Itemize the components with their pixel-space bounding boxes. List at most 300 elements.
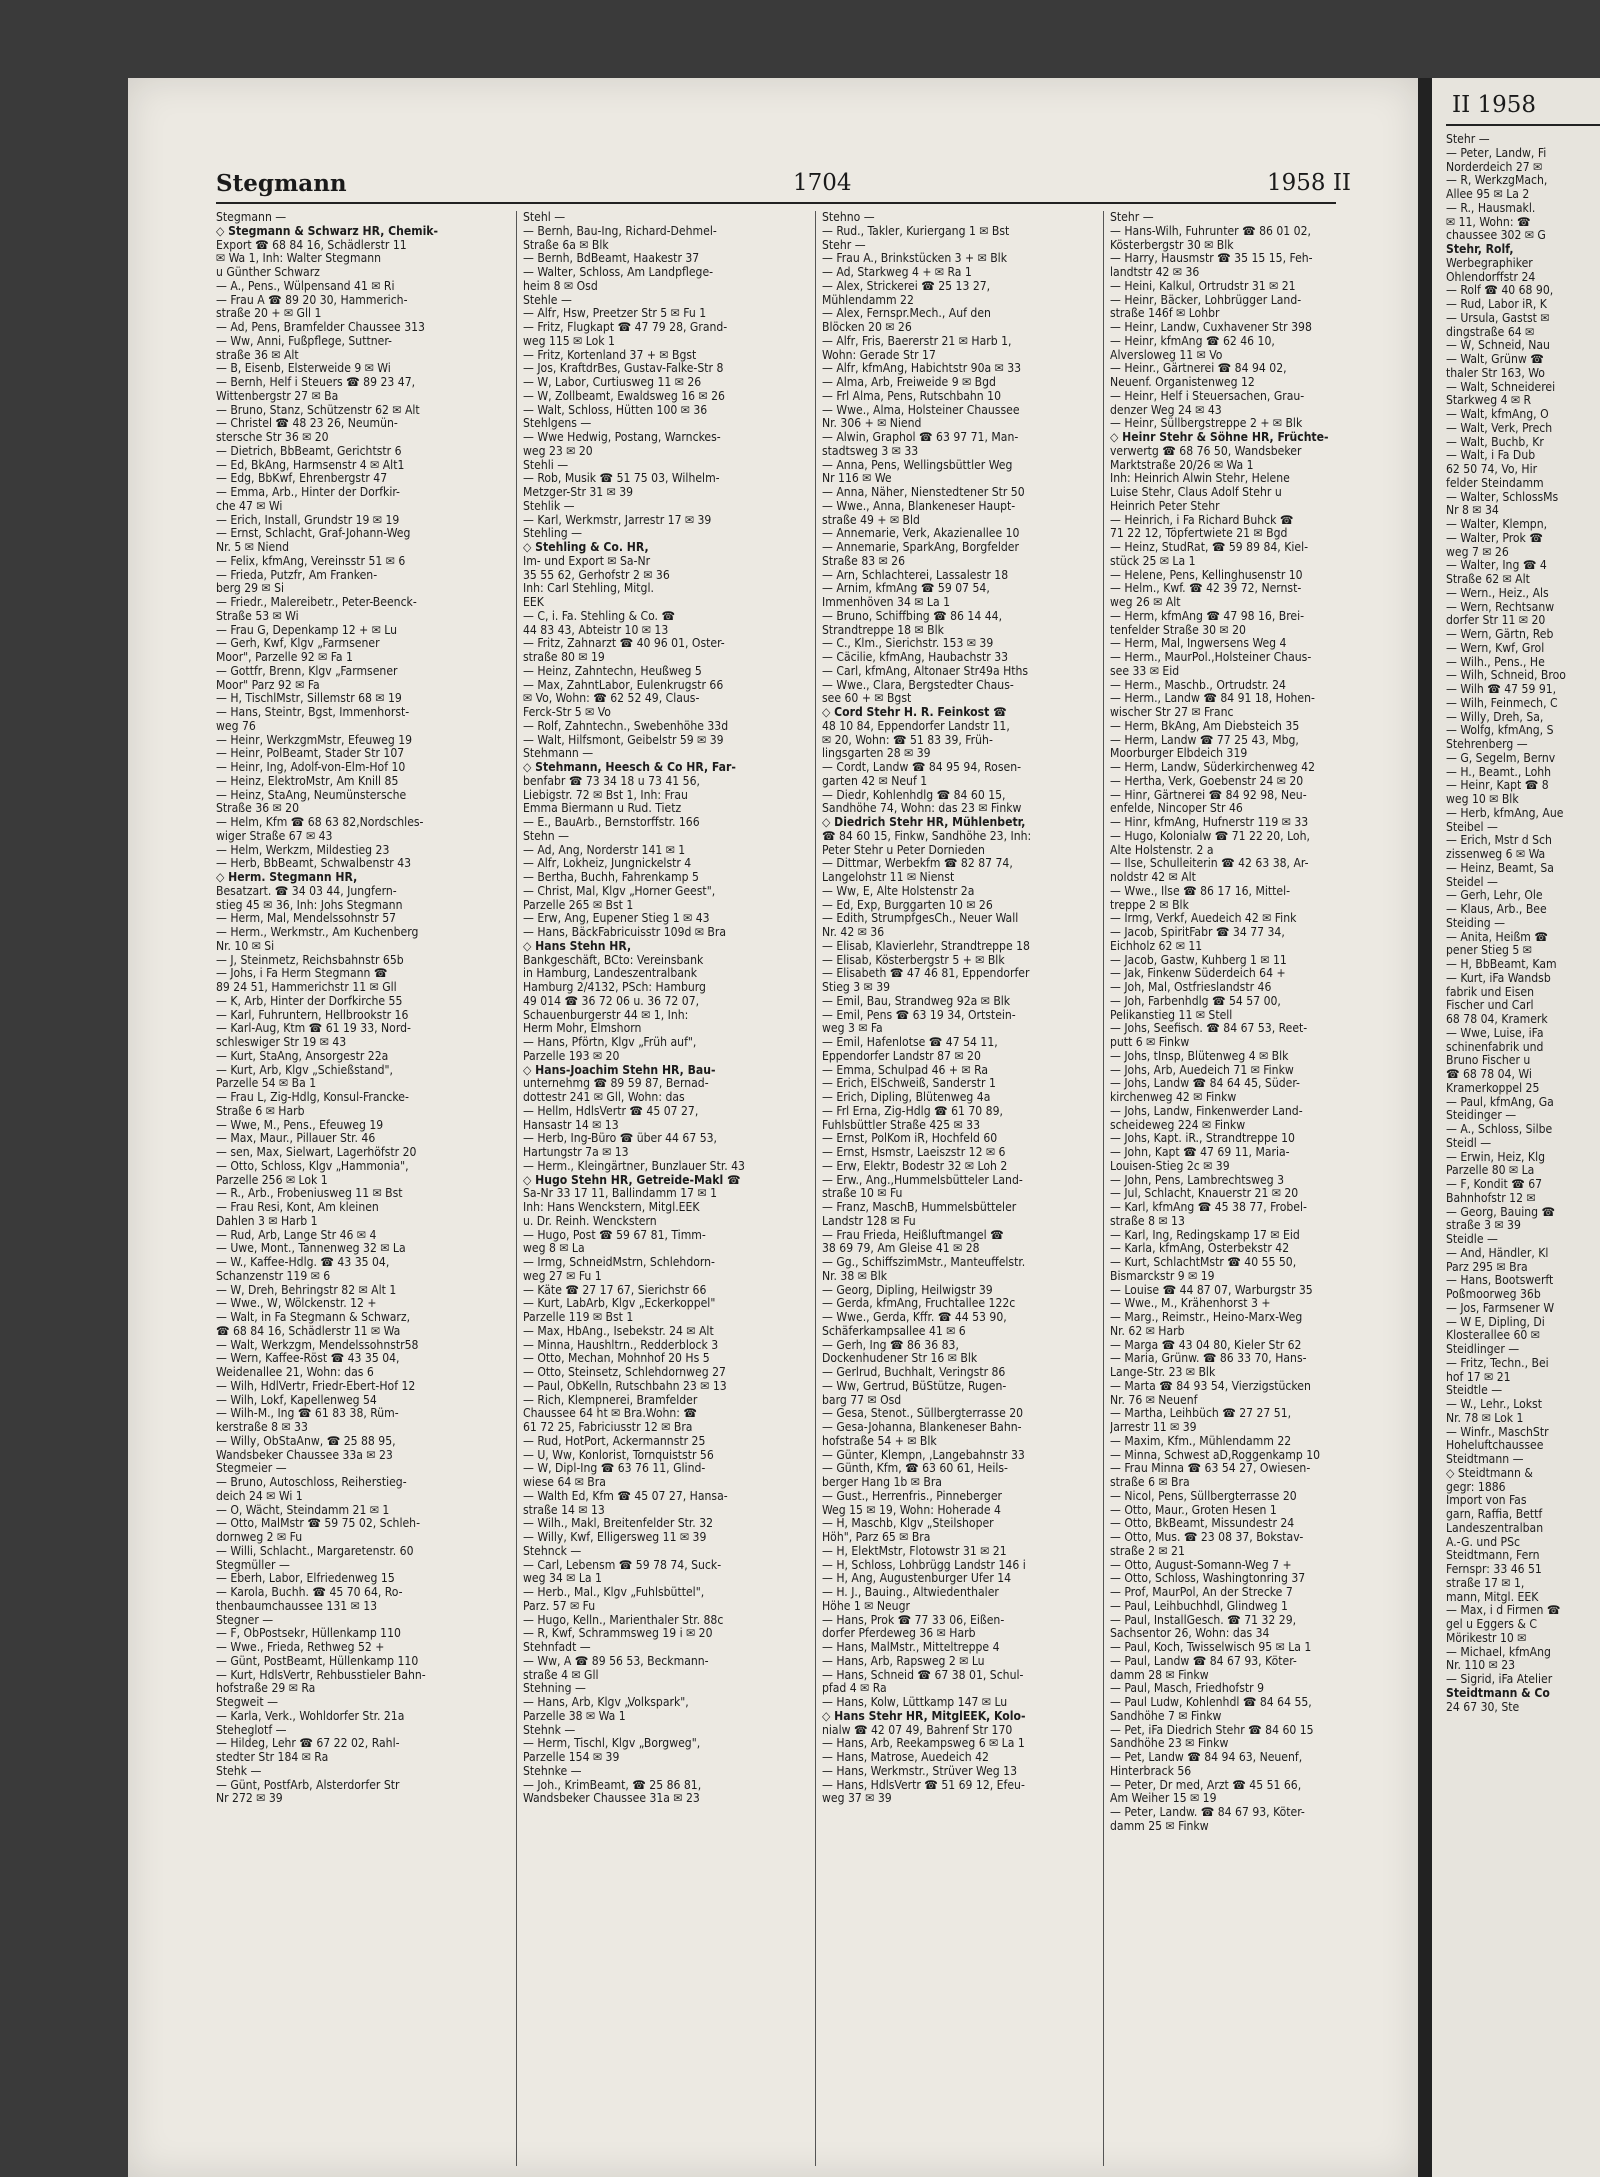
directory-entry-line: — W, Labor, Curtiusweg 11 ✉ 26 [523, 376, 702, 389]
directory-entry-line: — Rud, Arb, Lange Str 46 ✉ 4 [216, 1228, 377, 1242]
directory-entry-line: — G, Segelm, Bernv [1446, 751, 1556, 765]
directory-entry-line: — Ad, Ang, Norderstr 141 ✉ 1 [523, 843, 686, 857]
directory-entry-line: dorfer Pferdeweg 36 ✉ Harb [822, 1627, 976, 1641]
directory-entry-line: — Carl, kfmAng, Altonaer Str49a Hths [822, 664, 1029, 678]
next-page-header-rule [1446, 124, 1600, 126]
directory-entry-line: Steiding — [1446, 916, 1505, 930]
directory-entry-line: — Erw., Ang.,Hummelsbütteler Land- [822, 1173, 1023, 1187]
directory-entry-line: Stegner — [216, 1613, 274, 1627]
directory-entry-line: Steidlinger — [1446, 1343, 1520, 1356]
directory-entry-line: — W, Dipl-Ing ☎ 63 76 11, Glind- [523, 1462, 706, 1476]
directory-entry-line: — Heinr, Ing, Adolf-von-Elm-Hof 10 [216, 761, 406, 774]
directory-entry-line: — Wwe., Anna, Blankeneser Haupt- [822, 499, 1016, 513]
directory-entry-line: — Anita, Heißm ☎ [1446, 930, 1548, 944]
directory-entry-line: Moorburger Elbdeich 319 [1110, 747, 1248, 761]
directory-entry-line: — Alfr, Lokheiz, Jungnickelstr 4 [523, 857, 692, 871]
directory-entry-line: — Max, HbAng., Isebekstr. 24 ✉ Alt [523, 1324, 714, 1338]
directory-entry-line: Stehli — [523, 458, 569, 472]
directory-entry-line: zissenweg 6 ✉ Wa [1446, 848, 1546, 861]
directory-entry-line: — Jak, Finkenw Süderdeich 64 + [1110, 967, 1286, 981]
directory-entry-line: treppe 2 ✉ Blk [1110, 898, 1189, 912]
directory-entry-line: weg 7 ✉ 26 [1446, 545, 1509, 559]
directory-entry-line: garn, Raffia, Bettf [1446, 1508, 1543, 1521]
directory-entry-line: — Wwe Hedwig, Postang, Warnckes- [523, 431, 721, 444]
directory-entry-line: — Gust., Herrenfris., Pinneberger [822, 1489, 1003, 1503]
directory-entry-line: — Käte ☎ 27 17 67, Sierichstr 66 [523, 1283, 707, 1297]
directory-entry-line: — Bernh, Bau-Ing, Richard-Dehmel- [523, 224, 717, 238]
directory-entry-line: — H, TischlMstr, Sillemstr 68 ✉ 19 [216, 692, 402, 706]
directory-entry-line: Sa-Nr 33 17 11, Ballindamm 17 ✉ 1 [523, 1187, 718, 1201]
directory-entry-line: — Wern, Rechtsanw [1446, 600, 1555, 614]
directory-entry-line: — Heinr, kfmAng ☎ 62 46 10, [1110, 334, 1275, 348]
directory-entry-line: — Wwe., Gerda, Kffr. ☎ 44 53 90, [822, 1311, 1007, 1324]
directory-entry-line: — Wilh., Pens., He [1446, 655, 1545, 669]
directory-entry-line: — Paul, kfmAng, Ga [1446, 1095, 1554, 1109]
directory-entry-line: — Heinz, Beamt, Sa [1446, 861, 1554, 875]
directory-entry-line: Bruno Fischer u [1446, 1054, 1531, 1068]
directory-entry-line: ◇ Stehmann, Heesch & Co HR, Far- [523, 761, 736, 774]
directory-entry-line: — Walth Ed, Kfm ☎ 45 07 27, Hansa- [523, 1489, 728, 1503]
directory-entry-line: — Heinz, ElektroMstr, Am Knill 85 [216, 774, 399, 788]
directory-entry-line: — Kurt, SchlachtMstr ☎ 40 55 50, [1110, 1256, 1297, 1269]
directory-entry-line: Neuenf. Organistenweg 12 [1110, 376, 1255, 389]
directory-entry-line: Schauenburgerstr 44 ✉ 1, Inh: [523, 1008, 689, 1022]
directory-entry-line: — C, i. Fa. Stehling & Co. ☎ [523, 609, 676, 623]
directory-entry-line: Stehnfadt — [523, 1641, 591, 1654]
directory-entry-line: — Johs, Landw ☎ 84 64 45, Süder- [1110, 1077, 1300, 1091]
column-divider [1103, 211, 1104, 2166]
directory-entry-line: — Helm, Werkzm, Mildestieg 23 [216, 843, 390, 857]
directory-entry-line: — Elisabeth ☎ 47 46 81, Eppendorfer [822, 967, 1030, 981]
directory-entry-line: — Frau Minna ☎ 63 54 27, Owiesen- [1110, 1462, 1311, 1476]
directory-entry-line: Allee 95 ✉ La 2 [1446, 188, 1530, 201]
directory-entry-line: Schäferkampsallee 41 ✉ 6 [822, 1324, 966, 1338]
directory-entry-line: — Wwe., Frieda, Rethweg 52 + [216, 1641, 385, 1654]
directory-entry-line: — Annemarie, SparkAng, Borgfelder [822, 541, 1019, 554]
directory-entry-line: Sandhöhe 74, Wohn: das 23 ✉ Finkw [822, 802, 1022, 816]
directory-entry-line: — Joh, Farbenhdlg ☎ 54 57 00, [1110, 994, 1281, 1008]
directory-entry-line: weg 26 ✉ Alt [1110, 596, 1181, 609]
directory-entry-line: — Günt, PostBeamt, Hüllenkamp 110 [216, 1654, 419, 1668]
page-header-name: Stegmann [216, 170, 347, 197]
directory-entry-line: Peter Stehr u Peter Dornieden [822, 843, 985, 857]
directory-entry-line: tenfelder Straße 30 ✉ 20 [1110, 623, 1246, 637]
directory-entry-line: stedter Str 184 ✉ Ra [216, 1751, 329, 1764]
directory-entry-line: — Johs, Arb, Auedeich 71 ✉ Finkw [1110, 1063, 1294, 1077]
directory-entry-line: — Hans, Steintr, Bgst, Immenhorst- [216, 706, 410, 719]
directory-entry-line: — Bernh, BdBeamt, Haakestr 37 [523, 252, 700, 266]
directory-entry-line: — H, BbBeamt, Kam [1446, 958, 1557, 971]
directory-entry-line: Parz 295 ✉ Bra [1446, 1260, 1528, 1274]
directory-entry-line: Starkweg 4 ✉ R [1446, 394, 1532, 408]
directory-entry-line: — Ernst, Hsmstr, Laeiszstr 12 ✉ 6 [822, 1146, 1006, 1159]
directory-entry-line: — Hans-Wilh, Fuhrunter ☎ 86 01 02, [1110, 224, 1311, 238]
directory-entry-line: — Herm, Landw, Süderkirchenweg 42 [1110, 761, 1316, 774]
directory-entry-line: Parzelle 80 ✉ La [1446, 1164, 1535, 1178]
directory-entry-line: — Annemarie, Verk, Akazienallee 10 [822, 527, 1020, 541]
directory-entry-line: — Karla, Verk., Wohldorfer Str. 21a [216, 1709, 405, 1723]
directory-entry-line: — Walter, SchlossMs [1446, 490, 1559, 504]
directory-entry-line: — Alwin, Graphol ☎ 63 97 71, Man- [822, 431, 1019, 444]
directory-entry-line: Straße 36 ✉ 20 [216, 802, 300, 816]
directory-entry-line: denzer Weg 24 ✉ 43 [1110, 403, 1222, 417]
directory-entry-line: Hoheluftchaussee [1446, 1439, 1544, 1453]
directory-entry-line: dottestr 241 ✉ Gll, Wohn: das [523, 1091, 685, 1104]
book-gutter [1418, 78, 1432, 2177]
directory-entry-line: weg 37 ✉ 39 [822, 1792, 892, 1806]
directory-entry-line: ◇ Heinr Stehr & Söhne HR, Früchte- [1110, 431, 1329, 444]
directory-entry-line: — Hans, Bootswerft [1446, 1274, 1554, 1288]
directory-entry-line: Stegmeier — [216, 1462, 287, 1476]
directory-entry-line: — Erich, Install, Grundstr 19 ✉ 19 [216, 513, 400, 527]
directory-entry-line: Stehmann — [523, 747, 594, 761]
directory-entry-line: thenbaumchaussee 131 ✉ 13 [216, 1599, 378, 1613]
directory-entry-line: — Arnim, kfmAng ☎ 59 07 54, [822, 582, 990, 596]
directory-entry-line: ◇ Stehling & Co. HR, [523, 541, 649, 554]
directory-entry-line: — Karla, kfmAng, Osterbekstr 42 [1110, 1242, 1290, 1256]
directory-entry-line: Wittenbergstr 27 ✉ Ba [216, 389, 339, 403]
directory-entry-line: Alversloweg 11 ✉ Vo [1110, 348, 1223, 362]
directory-entry-line: dorfer Str 11 ✉ 20 [1446, 614, 1546, 628]
directory-entry-line: — Wwe., W, Wölckenstr. 12 + [216, 1297, 377, 1311]
directory-entry-line: Marktstraße 20/26 ✉ Wa 1 [1110, 458, 1254, 472]
directory-entry-line: Sandhöhe 7 ✉ Finkw [1110, 1709, 1222, 1723]
page-number: 1704 [793, 170, 852, 196]
directory-entry-line: Steidtmann — [1446, 1453, 1524, 1466]
directory-entry-line: — Erich, ElSchweiß, Sanderstr 1 [822, 1077, 996, 1091]
directory-entry-line: — And, Händler, Kl [1446, 1246, 1549, 1260]
directory-entry-line: Steidel — [1446, 875, 1498, 889]
directory-entry-line: — Peter, Landw, Fi [1446, 146, 1547, 160]
directory-entry-line: — Walt, kfmAng, O [1446, 408, 1549, 421]
directory-entry-line: see 33 ✉ Eid [1110, 664, 1180, 678]
directory-entry-line: — Cäcilie, kfmAng, Haubachstr 33 [822, 651, 1009, 664]
directory-entry-line: — Frau L, Zig-Hdlg, Konsul-Francke- [216, 1091, 409, 1104]
directory-entry-line: — Sigrid, iFa Atelier [1446, 1673, 1553, 1686]
directory-entry-line: Parzelle 154 ✉ 39 [523, 1751, 620, 1764]
directory-entry-line: Hartungstr 7a ✉ 13 [523, 1146, 629, 1159]
directory-entry-line: Liebigstr. 72 ✉ Bst 1, Inh: Frau [523, 788, 688, 802]
directory-entry-line: straße 6 ✉ Bra [1110, 1476, 1190, 1489]
directory-entry-line: Steidtmann, Fern [1446, 1549, 1540, 1563]
directory-entry-line: Kösterbergstr 30 ✉ Blk [1110, 238, 1234, 252]
next-page-column [1446, 133, 1600, 2163]
directory-entry-line: 61 72 25, Fabriciusstr 12 ✉ Bra [523, 1421, 693, 1434]
directory-entry-line: — Herm., Kleingärtner, Bunzlauer Str. 43 [523, 1159, 745, 1173]
directory-entry-line: weg 10 ✉ Blk [1446, 793, 1519, 806]
directory-entry-line: — Ww, A ☎ 89 56 53, Beckmann- [523, 1654, 709, 1668]
directory-entry-line: — Diedr, Kohlenhdlg ☎ 84 60 15, [822, 788, 1006, 802]
directory-entry-line: Kramerkoppel 25 [1446, 1081, 1540, 1095]
directory-entry-line: — Hugo, Post ☎ 59 67 81, Timm- [523, 1228, 706, 1242]
directory-entry-line: Import von Fas [1446, 1494, 1527, 1508]
directory-entry-line: — Willy, Dreh, Sa, [1446, 710, 1544, 724]
directory-entry-line: heim 8 ✉ Osd [523, 279, 598, 293]
directory-entry-line: — Hans, BäckFabricuisstr 109d ✉ Bra [523, 926, 727, 939]
directory-entry-line: Moor" Parz 92 ✉ Fa [216, 678, 320, 692]
directory-entry-line: Nr. 62 ✉ Harb [1110, 1324, 1185, 1338]
directory-entry-line: Dahlen 3 ✉ Harb 1 [216, 1214, 318, 1228]
directory-entry-line: — E., BauArb., Bernstorffstr. 166 [523, 816, 700, 829]
directory-entry-line: — Hans, Kolw, Lüttkamp 147 ✉ Lu [822, 1696, 1008, 1709]
directory-entry-line: weg 115 ✉ Lok 1 [523, 334, 615, 348]
directory-entry-line: Herm Mohr, Elmshorn [523, 1022, 642, 1036]
directory-entry-line: — Georg, Bauing ☎ [1446, 1205, 1556, 1219]
directory-entry-line: damm 28 ✉ Finkw [1110, 1668, 1209, 1682]
directory-entry-line: stieg 45 ✉ 36, Inh: Johs Stegmann [216, 898, 403, 912]
directory-entry-line: — Paul, ObKelln, Rutschbahn 23 ✉ 13 [523, 1379, 727, 1393]
directory-entry-line: — Helm, Kfm ☎ 68 63 82,Nordschles- [216, 816, 424, 829]
directory-entry-line: — Wilh, Lokf, Kapellenweg 54 [216, 1393, 377, 1407]
next-page-edge [1432, 78, 1600, 2177]
directory-entry-line: Heinrich Peter Stehr [1110, 499, 1220, 513]
directory-entry-line: — Johs, tInsp, Blütenweg 4 ✉ Blk [1110, 1049, 1289, 1063]
directory-entry-line: — Herb., Mal., Klgv „Fuhlsbüttel", [523, 1586, 705, 1599]
directory-entry-line: — Heinrich, i Fa Richard Buhck ☎ [1110, 513, 1294, 527]
next-page-header: II 1958 [1452, 92, 1537, 118]
directory-entry-line: — Walt, Buchb, Kr [1446, 435, 1544, 449]
directory-entry-line: schinenfabrik und [1446, 1040, 1544, 1054]
directory-entry-line: ☎ 68 78 04, Wi [1446, 1068, 1532, 1081]
directory-entry-line: Parzelle 119 ✉ Bst 1 [523, 1311, 634, 1324]
directory-entry-line: Hinterbrack 56 [1110, 1764, 1192, 1778]
directory-entry-line: Parzelle 38 ✉ Wa 1 [523, 1709, 626, 1723]
directory-entry-line: — A., Pens., Wülpensand 41 ✉ Ri [216, 279, 395, 293]
directory-entry-line: — Emma, Schulpad 46 + ✉ Ra [822, 1063, 989, 1077]
directory-entry-line: che 47 ✉ Wi [216, 499, 283, 513]
directory-entry-line: stück 25 ✉ La 1 [1110, 554, 1196, 568]
directory-entry-line: — Christel ☎ 48 23 26, Neumün- [216, 417, 398, 431]
directory-entry-line: — Walt, Schloss, Hütten 100 ✉ 36 [523, 403, 708, 417]
directory-entry-line: — H. J., Bauing., Altwiedenthaler [822, 1586, 999, 1599]
directory-entry-line: straße 20 + ✉ Gll 1 [216, 307, 322, 321]
directory-entry-line: Stehrenberg — [1446, 738, 1528, 751]
directory-entry-line: — Wilh., Makl, Breitenfelder Str. 32 [523, 1517, 714, 1531]
directory-entry-line: schleswiger Str 19 ✉ 43 [216, 1036, 347, 1049]
directory-entry-line: — Georg, Dipling, Heilwigstr 39 [822, 1283, 993, 1297]
directory-entry-line: — Maxim, Kfm., Mühlendamm 22 [1110, 1434, 1292, 1448]
directory-entry-line: berg 29 ✉ Si [216, 582, 285, 596]
directory-entry-line: Nr. 306 + ✉ Niend [822, 417, 922, 431]
directory-entry-line: — H, Schloss, Lohbrügg Landstr 146 i [822, 1558, 1026, 1572]
directory-entry-line: Stehno — [822, 211, 875, 224]
directory-entry-line: — Paul, Koch, Twisselwisch 95 ✉ La 1 [1110, 1641, 1312, 1654]
directory-entry-line: — Karl, Fuhruntern, Hellbrookstr 16 [216, 1008, 409, 1022]
directory-entry-line: — Jacob, Gastw, Kuhberg 1 ✉ 11 [1110, 953, 1287, 967]
directory-entry-line: pfad 4 ✉ Ra [822, 1682, 887, 1696]
directory-entry-line: Steidl — [1446, 1136, 1492, 1150]
directory-entry-line: weg 76 [216, 719, 256, 733]
directory-entry-line: dingstraße 64 ✉ [1446, 325, 1535, 339]
directory-entry-line: 68 78 04, Kramerk [1446, 1013, 1548, 1026]
directory-entry-line: — Erich, Dipling, Blütenweg 4a [822, 1091, 991, 1104]
directory-entry-line: — Rud, Labor iR, K [1446, 298, 1547, 311]
directory-entry-line: — Ernst, PolKom iR, Hochfeld 60 [822, 1132, 998, 1146]
directory-entry-line: Fischer und Carl [1446, 999, 1534, 1013]
directory-entry-line: Mühlendamm 22 [822, 293, 914, 307]
directory-entry-line: Höh", Parz 65 ✉ Bra [822, 1531, 931, 1544]
directory-entry-line: — Frau G, Depenkamp 12 + ✉ Lu [216, 623, 398, 637]
directory-entry-line: — Uwe, Mont., Tannenweg 32 ✉ La [216, 1242, 406, 1256]
directory-entry-line: Stehr — [822, 238, 866, 252]
directory-entry-line: ☎ 84 60 15, Finkw, Sandhöhe 23, Inh: [822, 829, 1032, 843]
directory-entry-line: noldstr 42 ✉ Alt [1110, 871, 1196, 884]
directory-entry-line: — Fritz, Flugkapt ☎ 47 79 28, Grand- [523, 321, 728, 334]
directory-entry-line: Stehk — [216, 1764, 262, 1778]
directory-entry-line: — Walt, Verk, Prech [1446, 421, 1553, 435]
directory-entry-line: ◇ Cord Stehr H. R. Feinkost ☎ [822, 706, 1007, 719]
directory-entry-line: — H, Maschb, Klgv „Steilshoper [822, 1517, 994, 1531]
directory-entry-line: 71 22 12, Töpfertwiete 21 ✉ Bgd [1110, 527, 1288, 541]
directory-entry-line: mann, Mitgl. EEK [1446, 1590, 1539, 1604]
directory-entry-line: — Wilh, Feinmech, C [1446, 696, 1558, 710]
directory-entry-line: — Walter, Prok ☎ [1446, 531, 1543, 545]
directory-entry-line: weg 23 ✉ 20 [523, 444, 593, 458]
directory-entry-line: — Wwe., Clara, Bergstedter Chaus- [822, 678, 1014, 692]
directory-entry-line: Stieg 3 ✉ 39 [822, 981, 891, 994]
directory-entry-line: — Wwe., Ilse ☎ 86 17 16, Mittel- [1110, 884, 1291, 898]
directory-entry-line: — Helene, Pens, Kellinghusenstr 10 [1110, 568, 1303, 582]
directory-entry-line: ◇ Hans-Joachim Stehn HR, Bau- [523, 1063, 716, 1077]
directory-entry-line: weg 3 ✉ Fa [822, 1022, 883, 1036]
directory-entry-line: Inh: Hans Wenckstern, Mitgl.EEK [523, 1201, 700, 1214]
directory-entry-line: straße 10 ✉ Fu [822, 1187, 903, 1201]
directory-entry-line: Eichholz 62 ✉ 11 [1110, 939, 1203, 953]
directory-entry-line: — Nicol, Pens, Süllbergterrasse 20 [1110, 1489, 1297, 1503]
directory-entry-line: straße 146f ✉ Lohbr [1110, 307, 1220, 321]
directory-entry-line: fabrik und Eisen [1446, 985, 1534, 999]
directory-entry-line: — Elisab, Kösterbergstr 5 + ✉ Blk [822, 953, 1005, 967]
directory-entry-line: — Joh, Mal, Ostfrieslandstr 46 [1110, 981, 1272, 994]
directory-entry-line: ◇ Hugo Stehn HR, Getreide-Makl ☎ [523, 1173, 741, 1187]
directory-entry-line: — Heinr, WerkzgmMstr, Efeuweg 19 [216, 733, 413, 747]
directory-entry-line: Stehnck — [523, 1544, 582, 1558]
directory-entry-line: Schanzenstr 119 ✉ 6 [216, 1269, 331, 1283]
directory-entry-line: — Ad, Pens, Bramfelder Chaussee 313 [216, 321, 425, 334]
directory-entry-line: — Wern, Gärtn, Reb [1446, 628, 1554, 641]
directory-entry-line: — Walt, i Fa Dub [1446, 449, 1536, 463]
directory-entry-line: — Walt, Schneiderei [1446, 380, 1556, 394]
directory-entry-line: — Heinr, Landw, Cuxhavener Str 398 [1110, 321, 1312, 334]
directory-entry-line: — Otto, Schloss, Washingtonring 37 [1110, 1572, 1306, 1586]
directory-entry-line: straße 8 ✉ 13 [1110, 1214, 1185, 1228]
directory-entry-line: — Otto, Mechan, Mohnhof 20 Hs 5 [523, 1352, 710, 1366]
directory-entry-line: ✉ Vo, Wohn: ☎ 62 52 49, Claus- [523, 692, 700, 706]
directory-entry-line: — Hans, Schneid ☎ 67 38 01, Schul- [822, 1668, 1024, 1682]
directory-entry-line: Nr. 10 ✉ Si [216, 939, 275, 953]
directory-entry-line: — Hertha, Verk, Goebenstr 24 ✉ 20 [1110, 774, 1304, 788]
directory-entry-line: — Dietrich, BbBeamt, Gerichtstr 6 [216, 444, 402, 458]
directory-entry-line: — Irmg, Verkf, Auedeich 42 ✉ Fink [1110, 912, 1297, 926]
directory-entry-line: — Wwe., M., Krähenhorst 3 + [1110, 1297, 1271, 1311]
directory-entry-line: Parzelle 256 ✉ Lok 1 [216, 1173, 328, 1187]
directory-entry-line: Lange-Str. 23 ✉ Blk [1110, 1366, 1216, 1379]
directory-entry-line: Parzelle 54 ✉ Ba 1 [216, 1077, 317, 1091]
directory-entry-line: — Fritz, Zahnarzt ☎ 40 96 01, Oster- [523, 637, 725, 651]
directory-entry-line: kirchenweg 42 ✉ Finkw [1110, 1091, 1237, 1104]
directory-entry-line: nialw ☎ 42 07 49, Bahrenf Str 170 [822, 1723, 1013, 1737]
directory-entry-line: — Herm., Werkmstr., Am Kuchenberg [216, 926, 419, 939]
directory-entry-line: — Paul, Masch, Friedhofstr 9 [1110, 1682, 1264, 1696]
directory-entry-line: — Wolfg, kfmAng, S [1446, 724, 1554, 738]
directory-entry-line: 44 83 43, Abteistr 10 ✉ 13 [523, 623, 669, 637]
directory-entry-line: — Frau Resi, Kont, Am kleinen [216, 1201, 379, 1214]
directory-entry-line: — Edg, BbKwf, Ehrenbergstr 47 [216, 472, 388, 486]
directory-entry-line: Besatzart. ☎ 34 03 44, Jungfern- [216, 884, 397, 898]
directory-entry-line: — Max, ZahntLabor, Eulenkrugstr 66 [523, 678, 724, 692]
directory-entry-line: Straße 83 ✉ 26 [822, 554, 906, 568]
directory-entry-line: — Wwe, Luise, iFa [1446, 1026, 1544, 1040]
directory-entry-line: — Bernh, Helf i Steuers ☎ 89 23 47, [216, 376, 416, 389]
directory-entry-line: wiger Straße 67 ✉ 43 [216, 829, 333, 843]
directory-entry-line: — Jul, Schlacht, Knauerstr 21 ✉ 20 [1110, 1187, 1299, 1201]
directory-entry-line: — Heinz, StaAng, Neumünstersche [216, 788, 407, 802]
directory-entry-line: — Rich, Klempnerei, Bramfelder [523, 1393, 698, 1407]
directory-entry-line: in Hamburg, Landeszentralbank [523, 967, 698, 981]
directory-entry-line: — Herm, Landw ☎ 77 25 43, Mbg, [1110, 733, 1299, 747]
directory-entry-line: weg 8 ✉ La [523, 1242, 585, 1256]
directory-entry-line: putt 6 ✉ Finkw [1110, 1036, 1190, 1049]
directory-entry-line: Wohn: Gerade Str 17 [822, 348, 936, 362]
directory-entry-line: straße 4 ✉ Gll [523, 1668, 599, 1682]
directory-entry-line: hof 17 ✉ 21 [1446, 1370, 1511, 1384]
directory-entry-line: — Herm, Mal, Mendelssohnstr 57 [216, 912, 397, 926]
directory-entry-line: — Gerh, Lehr, Ole [1446, 889, 1543, 903]
directory-entry-line: Parzelle 265 ✉ Bst 1 [523, 898, 634, 912]
directory-entry-line: — Heinr., Gärtnerei ☎ 84 94 02, [1110, 362, 1287, 376]
directory-entry-line: — Wilh-M., Ing ☎ 61 83 38, Rüm- [216, 1407, 399, 1421]
directory-entry-line: Ferck-Str 5 ✉ Vo [523, 706, 611, 719]
directory-entry-line: — W., Lehr., Lokst [1446, 1398, 1542, 1411]
directory-entry-line: straße 17 ✉ 1, [1446, 1576, 1525, 1590]
directory-entry-line: straße 36 ✉ Alt [216, 348, 299, 362]
directory-entry-line: straße 49 + ✉ Bld [822, 513, 920, 527]
directory-entry-line: felder Steindamm [1446, 476, 1544, 490]
directory-entry-line: — Paul, InstallGesch. ☎ 71 32 29, [1110, 1613, 1297, 1627]
directory-entry-line: — Louise ☎ 44 87 07, Warburgstr 35 [1110, 1283, 1313, 1297]
directory-entry-line: — Herm., Landw ☎ 84 91 18, Hohen- [1110, 692, 1315, 706]
directory-entry-line: — Herm., MaurPol.,Holsteiner Chaus- [1110, 651, 1312, 664]
directory-entry-line: — Herm, BkAng, Am Diebsteich 35 [1110, 719, 1300, 733]
directory-entry-line: EEK [523, 596, 544, 609]
directory-entry-line: — H, Ang, Augustenburger Ufer 14 [822, 1572, 1012, 1586]
directory-entry-line: — Marg., Reimstr., Heino-Marx-Weg [1110, 1311, 1303, 1324]
directory-entry-line: — Otto, Steinsetz, Schlehdornweg 27 [523, 1366, 726, 1379]
directory-entry-line: — Rud., Takler, Kuriergang 1 ✉ Bst [822, 224, 1010, 238]
directory-entry-line: — Hugo, Kolonialw ☎ 71 22 20, Loh, [1110, 829, 1310, 843]
directory-entry-line: — Johs, Landw, Finkenwerder Land- [1110, 1104, 1303, 1118]
directory-entry-line: — Emil, Pens ☎ 63 19 34, Ortstein- [822, 1008, 1016, 1022]
directory-entry-line: — Hans, Arb, Reekampsweg 6 ✉ La 1 [822, 1737, 1025, 1751]
directory-entry-line: — Günth, Kfm, ☎ 63 60 61, Heils- [822, 1462, 1008, 1476]
directory-entry-line: — Rolf ☎ 40 68 90, [1446, 284, 1554, 298]
directory-entry-line: Fernspr: 33 46 51 [1446, 1563, 1542, 1576]
directory-entry-line: Stehning — [523, 1682, 586, 1696]
directory-entry-line: Sachsentor 26, Wohn: das 34 [1110, 1627, 1270, 1641]
directory-entry-line: — Erwin, Heiz, Klg [1446, 1150, 1545, 1164]
directory-entry-line: — H., Beamt., Lohh [1446, 765, 1552, 779]
directory-entry-line: — W, Zollbeamt, Ewaldsweg 16 ✉ 26 [523, 389, 725, 403]
directory-entry-line: Klosterallee 60 ✉ [1446, 1329, 1540, 1343]
directory-entry-line: — Max, i d Firmen ☎ [1446, 1604, 1561, 1618]
directory-entry-line: — J, Steinmetz, Reichsbahnstr 65b [216, 953, 404, 967]
directory-entry-line: — Hinr, Gärtnerei ☎ 84 92 98, Neu- [1110, 788, 1307, 802]
directory-entry-line: Emma Biermann u Rud. Tietz [523, 802, 682, 816]
directory-entry-line: — Gottfr, Brenn, Klgv „Farmsener [216, 664, 398, 678]
directory-entry-line: — Günter, Klempn, ,Langebahnstr 33 [822, 1448, 1025, 1462]
directory-entry-line: — Wern, Kaffee-Röst ☎ 43 35 04, [216, 1352, 400, 1366]
directory-entry-line: — Rud, HotPort, Ackermannstr 25 [523, 1434, 706, 1448]
